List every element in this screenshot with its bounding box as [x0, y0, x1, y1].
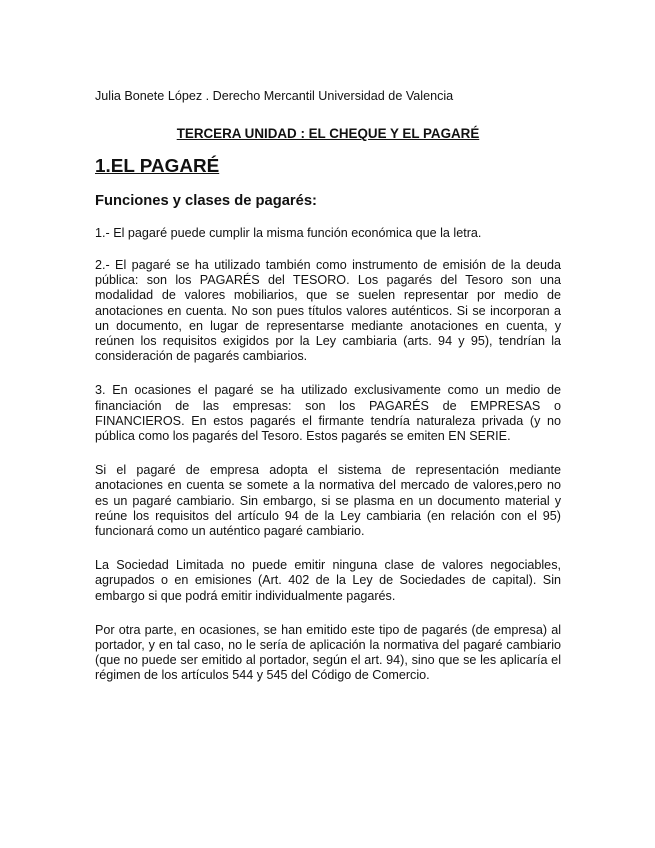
paragraph-sociedad-limitada: La Sociedad Limitada no puede emitir ninguna clase de valores negociables, agrupados o en emisiones (Art. 402 de la Ley de Sociedades de capital). Sin embargo si que podrá emitir individualmente pagarés. — [95, 558, 561, 603]
document-header: Julia Bonete López . Derecho Mercantil Universidad de Valencia — [95, 89, 454, 103]
paragraph-al-portador: Por otra parte, en ocasiones, se han emitido este tipo de pagarés (de empresa) al portador, y en tal caso, no le sería de aplicación la normativa del pagaré cambiario (que no puede ser emitido al portador, según el art. 94), sino que se les aplicaría el régimen de los artículos 544 y 545 del Código de Comercio. — [95, 622, 561, 683]
section-heading: 1.EL PAGARÉ — [95, 156, 220, 178]
paragraph-representation: Si el pagaré de empresa adopta el sistema de representación mediante anotaciones en cuenta se somete a la normativa del mercado de valores,pero no es un pagaré cambiario. Sin embargo, si se plasma en un documento material y reúne los requisitos del artículo 94 de la Ley cambiaria (en relación con el 95) funcionará como un auténtico pagaré cambiario. — [95, 463, 561, 539]
subsection-heading: Funciones y clases de pagarés: — [95, 192, 317, 209]
paragraph-function-3: 3. En ocasiones el pagaré se ha utilizado exclusivamente como un medio de financiación de las empresas: son los PAGARÉS de EMPRESAS o FINANCIEROS. En estos pagarés el firmante tendría naturaleza privada (y no pública como los pagarés del Tesoro. Estos pagarés se emiten EN SERIE. — [95, 383, 561, 444]
paragraph-function-1: 1.- El pagaré puede cumplir la misma función económica que la letra. — [95, 225, 482, 240]
document-title: TERCERA UNIDAD : EL CHEQUE Y EL PAGARÉ — [176, 126, 480, 142]
paragraph-function-2: 2.- El pagaré se ha utilizado también como instrumento de emisión de la deuda pública: son los PAGARÉS del TESORO. Los pagarés del Tesoro son una modalidad de valores mobiliarios, que se suelen representar por medio de anotaciones en cuenta. No son pues títulos valores auténticos. Si se incorporan a un documento, en lugar de representarse mediante anotaciones en cuenta, y reúnen los requisitos exigidos por la Ley cambiaria (arts. 94 y 95), tendrían la consideración de pagarés cambiarios. — [95, 258, 561, 364]
document-page — [95, 89, 561, 684]
